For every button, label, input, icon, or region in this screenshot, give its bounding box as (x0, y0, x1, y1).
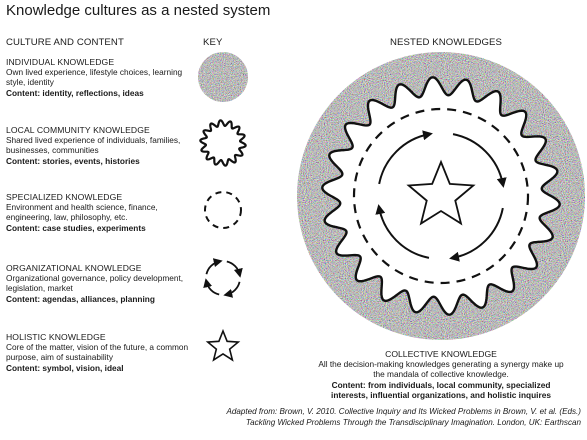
collective-name: COLLECTIVE KNOWLEDGE (385, 349, 497, 359)
culture-name: SPECIALIZED KNOWLEDGE (6, 192, 123, 202)
dashed-circle-icon (205, 192, 241, 228)
cycle-arrow (227, 261, 240, 274)
culture-holistic (6, 332, 196, 373)
wavy-ring-icon (200, 120, 245, 165)
noise-disc-icon (198, 52, 248, 102)
culture-content: Content: agendas, alliances, planning (6, 293, 155, 304)
culture-description: Organizational governance, policy development, legislation, market (6, 273, 184, 294)
culture-organizational (6, 263, 196, 304)
culture-specialized (6, 192, 196, 233)
collective-description: All the decision-making knowledges generating a synergy make up the mandala of collective knowledge. (318, 359, 564, 380)
citation-line-1: Adapted from: Brown, V. 2010. Collective Inquiry and Its Wicked Problems in Brown, V. et al. (Eds.) (226, 407, 581, 416)
culture-content: Content: case studies, experiments (6, 222, 146, 233)
culture-description: Environment and health science, finance, engineering, law, philosophy, etc. (6, 202, 158, 223)
culture-content: Content: symbol, vision, ideal (6, 362, 124, 373)
culture-local-community (6, 125, 196, 166)
collective-knowledge-caption (312, 349, 570, 400)
page-title: Knowledge cultures as a nested system (6, 2, 271, 19)
culture-description: Own lived experience, lifestyle choices, learning style, identity (6, 67, 183, 88)
culture-individual (6, 57, 196, 98)
cycle-arrow (206, 282, 219, 295)
star-icon (208, 331, 238, 360)
nested-knowledges-diagram (296, 50, 587, 348)
culture-name: ORGANIZATIONAL KNOWLEDGE (6, 263, 142, 273)
culture-content: Content: stories, events, histories (6, 155, 140, 166)
culture-name: INDIVIDUAL KNOWLEDGE (6, 57, 115, 67)
cycle-arrows-icon (206, 261, 239, 294)
culture-name: LOCAL COMMUNITY KNOWLEDGE (6, 125, 150, 135)
culture-name: HOLISTIC KNOWLEDGE (6, 332, 106, 342)
culture-description: Shared lived experience of individuals, families, businesses, communities (6, 135, 181, 156)
cycle-arrow (227, 282, 240, 295)
key-column (178, 50, 278, 390)
citation-line-2: Tackling Wicked Problems Through the Transdisciplinary Imagination. London, UK: Earthscan (245, 418, 581, 427)
individual-knowledge-ring (296, 50, 587, 348)
column-header-culture: CULTURE AND CONTENT (6, 37, 124, 48)
culture-description: Core of the matter, vision of the future, a common purpose, aim of sustainability (6, 342, 189, 363)
citation (181, 406, 581, 428)
column-header-key: KEY (203, 37, 223, 48)
column-header-nested: NESTED KNOWLEDGES (390, 37, 503, 48)
culture-content: Content: identity, reflections, ideas (6, 87, 144, 98)
collective-content: Content: from individuals, local community, specialized interests, influential organizations, and holistic inquires (331, 379, 551, 400)
cycle-arrow (206, 261, 219, 274)
